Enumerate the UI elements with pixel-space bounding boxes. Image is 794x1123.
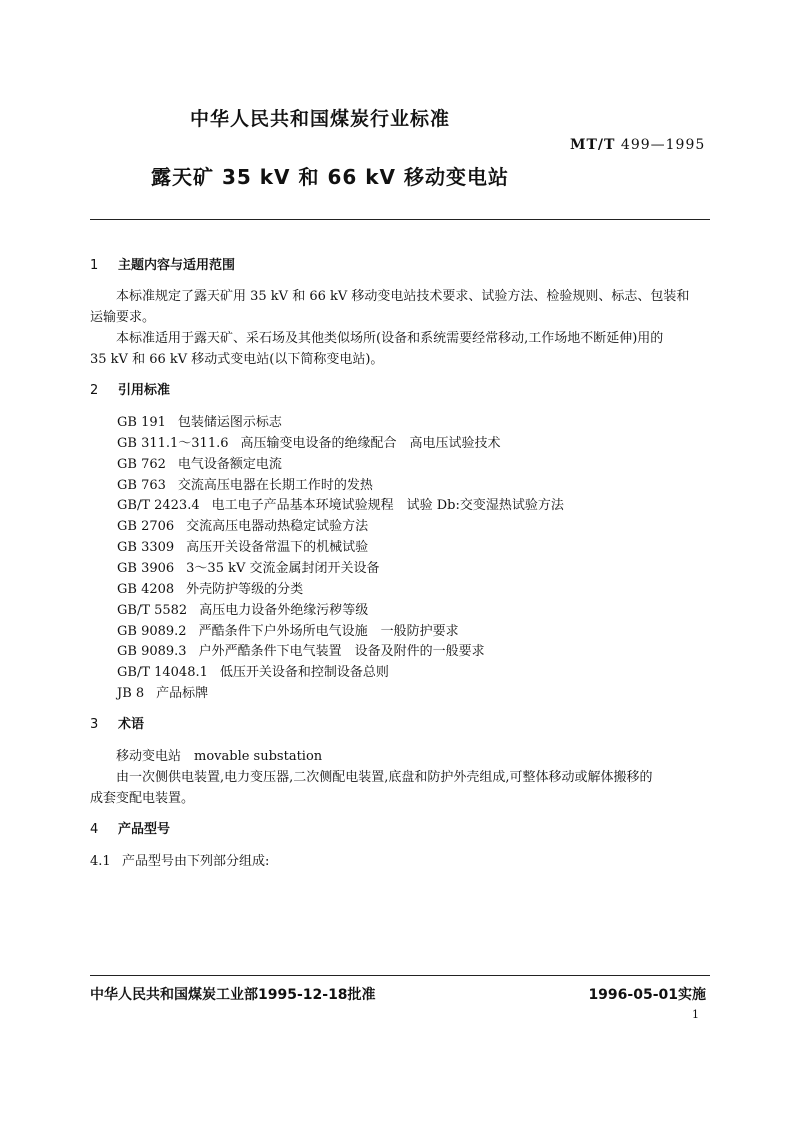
subsection-4-1	[90, 850, 269, 869]
term-entry: 移动变电站 movable substation	[116, 749, 323, 764]
section-number: 1	[90, 258, 99, 273]
section-2-heading	[90, 379, 170, 398]
section-3-heading	[90, 713, 144, 732]
reference-item: GB 4208 外壳防护等级的分类	[117, 582, 304, 597]
standard-prefix: MT/T	[570, 137, 616, 153]
reference-item: GB 9089.2 严酷条件下户外场所电气设施 一般防护要求	[117, 624, 459, 639]
reference-item: GB 2706 交流高压电器动热稳定试验方法	[117, 519, 369, 534]
subsection-text: 产品型号由下列部分组成:	[122, 854, 270, 869]
subsection-number: 4.1	[90, 854, 111, 869]
header-rule	[90, 219, 710, 220]
reference-item: GB 3906 3～35 kV 交流金属封闭开关设备	[117, 561, 380, 576]
implementation-date: 1996-05-01实施	[588, 987, 706, 1003]
paragraph-line: 35 kV 和 66 kV 移动式变电站(以下简称变电站)。	[90, 352, 384, 367]
reference-item: GB/T 2423.4 电工电子产品基本环境试验规程 试验 Db:交变湿热试验方法	[117, 498, 564, 513]
document-title: 露天矿 35 kV 和 66 kV 移动变电站	[151, 165, 509, 189]
paragraph-line: 运输要求。	[90, 310, 156, 325]
paragraph-line: 成套变配电装置。	[90, 791, 195, 806]
section-title: 引用标准	[118, 383, 171, 398]
reference-item: GB 311.1～311.6 高压输变电设备的绝缘配合 高电压试验技术	[117, 436, 501, 451]
section-title: 术语	[118, 717, 145, 732]
section-4-heading	[90, 818, 170, 837]
paragraph-line: 由一次侧供电装置,电力变压器,二次侧配电装置,底盘和防护外壳组成,可整体移动或解体搬移的	[116, 770, 653, 785]
section-title: 产品型号	[118, 822, 171, 837]
reference-item: GB 762 电气设备额定电流	[117, 457, 282, 472]
standard-number	[570, 137, 705, 153]
page-number: 1	[692, 1008, 699, 1021]
section-number: 3	[90, 717, 99, 732]
reference-item: GB/T 14048.1 低压开关设备和控制设备总则	[117, 665, 389, 680]
org-title: 中华人民共和国煤炭行业标准	[190, 108, 451, 130]
reference-item: GB 191 包装储运图示标志	[117, 415, 282, 430]
reference-item: GB/T 5582 高压电力设备外绝缘污秽等级	[117, 603, 369, 618]
paragraph-line: 本标准规定了露天矿用 35 kV 和 66 kV 移动变电站技术要求、试验方法、检验规则、标志、包装和	[116, 289, 690, 304]
section-1-heading	[90, 254, 235, 273]
reference-item: GB 763 交流高压电器在长期工作时的发热	[117, 478, 373, 493]
approval-line: 中华人民共和国煤炭工业部1995-12-18批准	[90, 987, 376, 1003]
paragraph-line: 本标准适用于露天矿、采石场及其他类似场所(设备和系统需要经常移动,工作场地不断延伸)用的	[116, 331, 664, 346]
section-number: 4	[90, 822, 99, 837]
section-number: 2	[90, 383, 99, 398]
reference-item: GB 3309 高压开关设备常温下的机械试验	[117, 540, 369, 555]
section-title: 主题内容与适用范围	[118, 258, 236, 273]
standard-number-value: 499—1995	[620, 137, 706, 153]
reference-item: GB 9089.3 户外严酷条件下电气装置 设备及附件的一般要求	[117, 644, 485, 659]
footer-rule	[90, 975, 710, 976]
reference-item: JB 8 产品标牌	[117, 686, 209, 701]
